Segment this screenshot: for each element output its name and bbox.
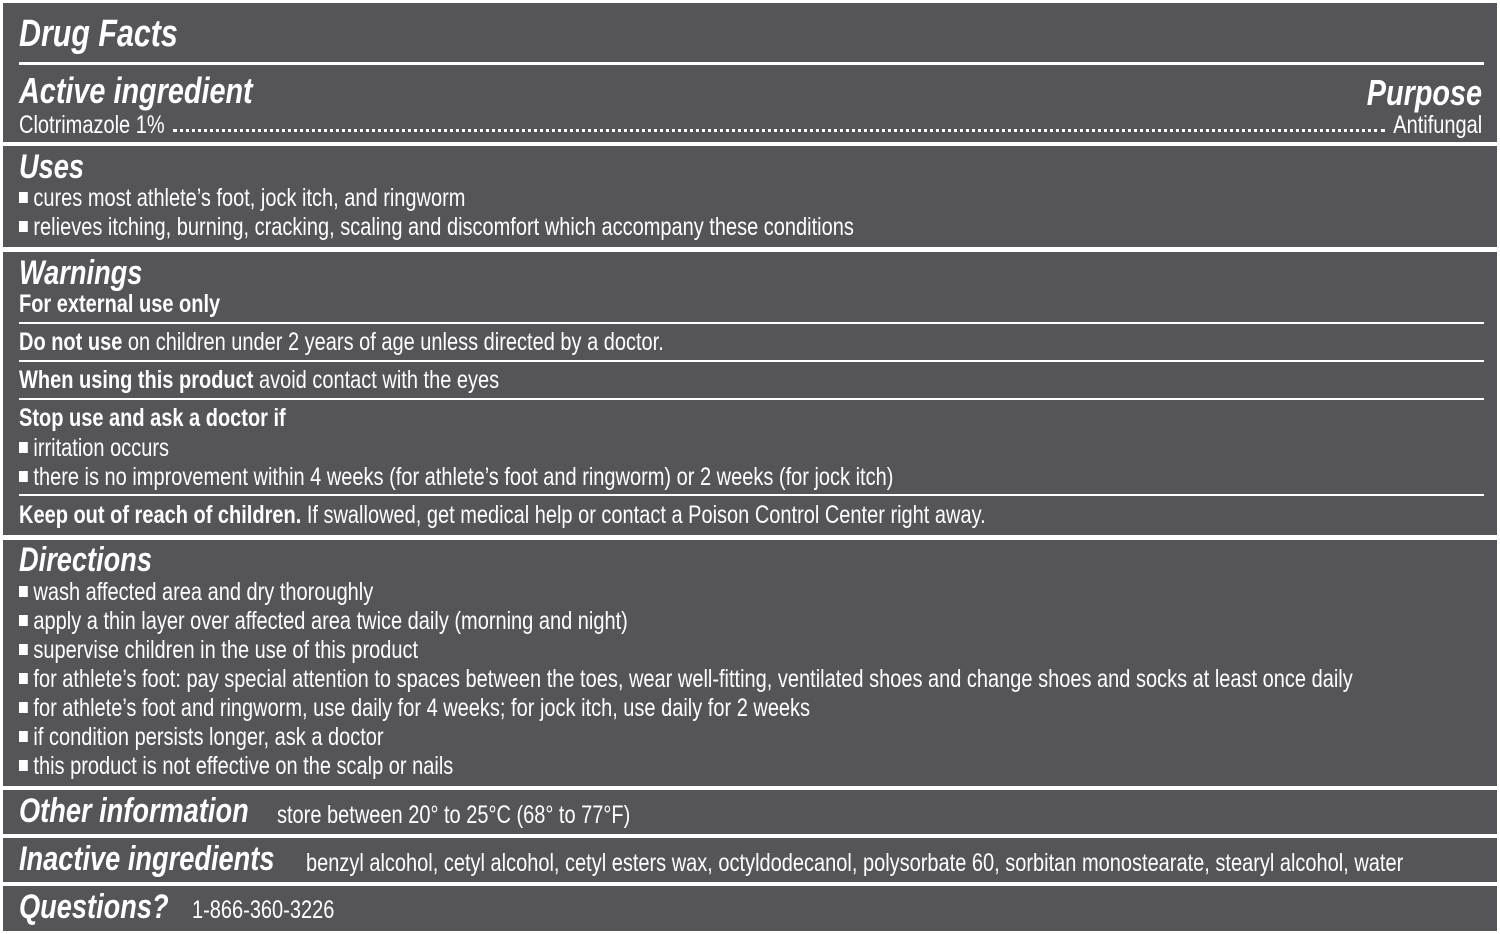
directions-panel [3, 540, 1497, 786]
bullet-icon [19, 586, 28, 597]
divider [19, 398, 1484, 400]
phone-number: 1-866-360-3226 [192, 896, 335, 924]
drug-facts-title: Drug Facts [19, 13, 178, 55]
bullet-icon [19, 615, 28, 626]
bullet-icon [19, 702, 28, 713]
questions-heading: Questions? [19, 888, 169, 926]
list-item: wash affected area and dry thoroughly [19, 580, 373, 605]
list-item: supervise children in the use of this product [19, 638, 418, 663]
active-ingredient-value: Clotrimazole 1% [19, 111, 165, 139]
inactive-ingredients-heading: Inactive ingredients [19, 840, 275, 878]
list-item: this product is not effective on the scalp or nails [19, 754, 453, 779]
directions-heading: Directions [19, 541, 153, 579]
external-use-label: For external use only [19, 290, 221, 318]
inactive-ingredients-text: benzyl alcohol, cetyl alcohol, cetyl esters wax, octyldodecanol, polysorbate 60, sorbitan monostearate, stearyl alcohol, water [306, 849, 1404, 877]
warnings-panel [3, 252, 1497, 535]
divider [19, 360, 1484, 362]
list-item: for athlete’s foot: pay special attention to spaces between the toes, wear well-fitting, ventilated shoes and change shoes and socks at least once daily [19, 667, 1353, 692]
stop-use-label: Stop use and ask a doctor if [19, 404, 286, 432]
divider [19, 322, 1484, 324]
bullet-icon [19, 442, 28, 453]
bullet-icon [19, 644, 28, 655]
list-item: if condition persists longer, ask a doctor [19, 725, 384, 750]
list-item: there is no improvement within 4 weeks (for athlete’s foot and ringworm) or 2 weeks (for jock itch) [19, 465, 893, 490]
bullet-icon [19, 221, 28, 232]
dot-leader [173, 129, 1385, 132]
warnings-heading: Warnings [19, 254, 143, 292]
bullet-icon [19, 471, 28, 482]
bullet-icon [19, 731, 28, 742]
divider [19, 494, 1484, 496]
other-info-text: store between 20° to 25°C (68° to 77°F) [277, 801, 631, 829]
other-info-heading: Other information [19, 792, 249, 830]
questions-panel [3, 886, 1497, 931]
bullet-icon [19, 673, 28, 684]
when-using-text: When using this product avoid contact with the eyes [19, 366, 500, 394]
list-item: cures most athlete’s foot, jock itch, and ringworm [19, 186, 465, 211]
keep-out-text: Keep out of reach of children. If swallowed, get medical help or contact a Poison Control Center right away. [19, 501, 986, 529]
uses-heading: Uses [19, 148, 85, 186]
other-info-panel [3, 790, 1497, 834]
do-not-use-text: Do not use on children under 2 years of age unless directed by a doctor. [19, 328, 664, 356]
purpose-value: Antifungal [1393, 111, 1482, 139]
divider [19, 62, 1484, 65]
list-item: apply a thin layer over affected area twice daily (morning and night) [19, 609, 628, 634]
uses-panel [3, 146, 1497, 247]
bullet-icon [19, 760, 28, 771]
header-panel [3, 3, 1497, 142]
active-ingredient-heading: Active ingredient [19, 70, 253, 111]
bullet-icon [19, 192, 28, 203]
inactive-ingredients-panel [3, 838, 1497, 882]
purpose-heading: Purpose [1366, 72, 1482, 113]
list-item: irritation occurs [19, 436, 169, 461]
list-item: relieves itching, burning, cracking, scaling and discomfort which accompany these conditions [19, 215, 854, 240]
list-item: for athlete’s foot and ringworm, use daily for 4 weeks; for jock itch, use daily for 2 weeks [19, 696, 810, 721]
